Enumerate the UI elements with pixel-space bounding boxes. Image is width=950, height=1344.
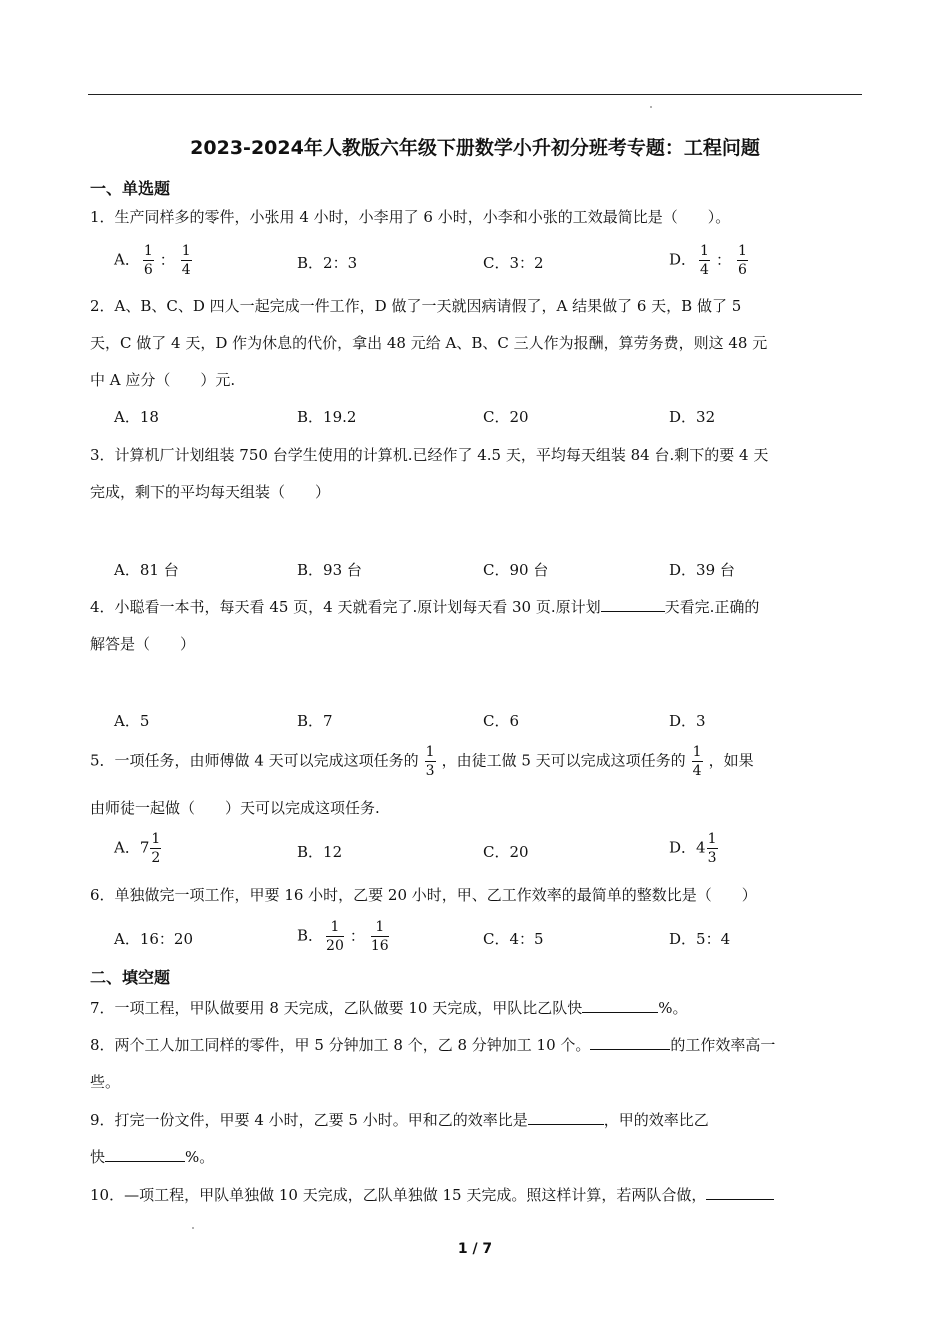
answer-blank bbox=[706, 1185, 774, 1200]
question-1: 1．生产同样多的零件，小张用 4 小时，小李用了 6 小时，小李和小张的工效最简比是（ ）。 bbox=[90, 208, 731, 226]
q5-option-b: B．12 bbox=[297, 843, 343, 861]
header-rule bbox=[88, 94, 862, 95]
q4-option-a: A．5 bbox=[114, 712, 150, 730]
q2-option-c: C．20 bbox=[483, 408, 529, 426]
q3-option-a: A．81 台 bbox=[114, 561, 179, 579]
q5-option-c: C．20 bbox=[483, 843, 529, 861]
q3-option-c: C．90 台 bbox=[483, 561, 549, 579]
fraction: $\frac{1}{16}$ bbox=[370, 919, 389, 954]
q2-option-a: A．18 bbox=[114, 408, 159, 426]
q4-option-b: B．7 bbox=[297, 712, 333, 730]
q1-option-c: C．3：2 bbox=[483, 254, 544, 272]
fraction: $\frac{1}{20}$ bbox=[326, 919, 344, 954]
question-4-line-2: 解答是（ ） bbox=[90, 635, 196, 653]
answer-blank bbox=[528, 1110, 604, 1125]
page-title: 2023-2024年人教版六年级下册数学小升初分班考专题：工程问题 bbox=[190, 137, 760, 159]
answer-blank bbox=[601, 597, 665, 612]
answer-blank bbox=[105, 1147, 185, 1162]
q3-option-b: B．93 台 bbox=[297, 561, 362, 579]
q6-option-b: B． $\frac{1}{20}$ ： $\frac{1}{16}$ bbox=[297, 919, 389, 954]
q5-option-d: D．4 $\frac{1}{3}$ bbox=[669, 831, 717, 866]
q4-option-d: D．3 bbox=[669, 712, 706, 730]
question-10: 10．—项工程，甲队单独做 10 天完成，乙队单独做 15 天完成。照这样计算，若两队合做， bbox=[90, 1184, 774, 1205]
q1-option-d: D． $\frac{1}{4}$ ： $\frac{1}{6}$ bbox=[669, 243, 747, 278]
fraction: $\frac{1}{2}$ bbox=[151, 831, 161, 866]
fraction: $\frac{1}{4}$ bbox=[700, 243, 709, 278]
question-6: 6．单独做完一项工作，甲要 16 小时，乙要 20 小时，甲、乙工作效率的最简单的整数比是（ ） bbox=[90, 886, 757, 904]
question-9-line-1: 9．打完一份文件，甲要 4 小时，乙要 5 小时。甲和乙的效率比是 ，甲的效率比乙 bbox=[90, 1111, 709, 1129]
q2-option-d: D．32 bbox=[669, 408, 716, 426]
fraction: $\frac{1}{4}$ bbox=[181, 243, 191, 278]
fraction: $\frac{1}{4}$ bbox=[692, 744, 702, 779]
scan-dot bbox=[192, 1227, 194, 1229]
answer-blank bbox=[582, 998, 658, 1013]
question-4-line-1: 4．小聪看一本书，每天看 45 页，4 天就看完了.原计划每天看 30 页.原计划 天看完.正确的 bbox=[90, 598, 760, 616]
section-heading-fill-blank: 二、填空题 bbox=[90, 968, 171, 987]
question-5-line-1: 5．一项任务，由师傅做 4 天可以完成这项任务的 $\frac{1}{3}$ ，由徒工做 5 天可以完成这项任务的 $\frac{1}{4}$ ，如果 bbox=[90, 744, 754, 779]
question-2-line-1: 2．A、B、C、D 四人一起完成一件工作，D 做了一天就因病请假了，A 结果做了 6 天，B 做了 5 bbox=[90, 297, 742, 315]
question-9-line-2: 快 %。 bbox=[90, 1148, 215, 1166]
scan-dot bbox=[650, 106, 652, 108]
q4-option-c: C．6 bbox=[483, 712, 520, 730]
fraction: $\frac{1}{3}$ bbox=[425, 744, 435, 779]
question-2-line-2: 天，C 做了 4 天，D 作为休息的代价，拿出 48 元给 A、B、C 三人作为报酬，算劳务费，则这 48 元 bbox=[90, 334, 768, 352]
q2-option-b: B．19.2 bbox=[297, 408, 357, 426]
q3-option-d: D．39 台 bbox=[669, 561, 735, 579]
q5-option-a: A．7 $\frac{1}{2}$ bbox=[114, 831, 161, 866]
q1-option-b: B．2：3 bbox=[297, 254, 358, 272]
question-7: 7．一项工程，甲队做要用 8 天完成，乙队做要 10 天完成，甲队比乙队快 %。 bbox=[90, 999, 688, 1017]
q6-option-d: D．5：4 bbox=[669, 930, 731, 948]
question-3-line-2: 完成，剩下的平均每天组装（ ） bbox=[90, 483, 331, 501]
fraction: $\frac{1}{6}$ bbox=[143, 243, 153, 278]
q1-option-a: A． $\frac{1}{6}$ ： $\frac{1}{4}$ bbox=[114, 243, 191, 278]
question-2-line-3: 中 A 应分（ ）元. bbox=[90, 371, 236, 389]
section-heading-single-choice: 一、单选题 bbox=[90, 179, 171, 198]
q6-option-a: A．16：20 bbox=[114, 930, 194, 948]
question-3-line-1: 3．计算机厂计划组装 750 台学生使用的计算机.已经作了 4.5 天，平均每天组装 84 台.剩下的要 4 天 bbox=[90, 446, 769, 464]
page-number: 1 / 7 bbox=[457, 1241, 493, 1257]
answer-blank bbox=[590, 1035, 670, 1050]
fraction: $\frac{1}{3}$ bbox=[707, 831, 717, 866]
fraction: $\frac{1}{6}$ bbox=[737, 243, 747, 278]
question-8-line-1: 8．两个工人加工同样的零件，甲 5 分钟加工 8 个，乙 8 分钟加工 10 个。 的工作效率高一 bbox=[90, 1036, 776, 1054]
q6-option-c: C．4：5 bbox=[483, 930, 544, 948]
question-5-line-2: 由师徒一起做（ ）天可以完成这项任务. bbox=[90, 799, 380, 817]
question-8-line-2: 些。 bbox=[90, 1073, 121, 1091]
